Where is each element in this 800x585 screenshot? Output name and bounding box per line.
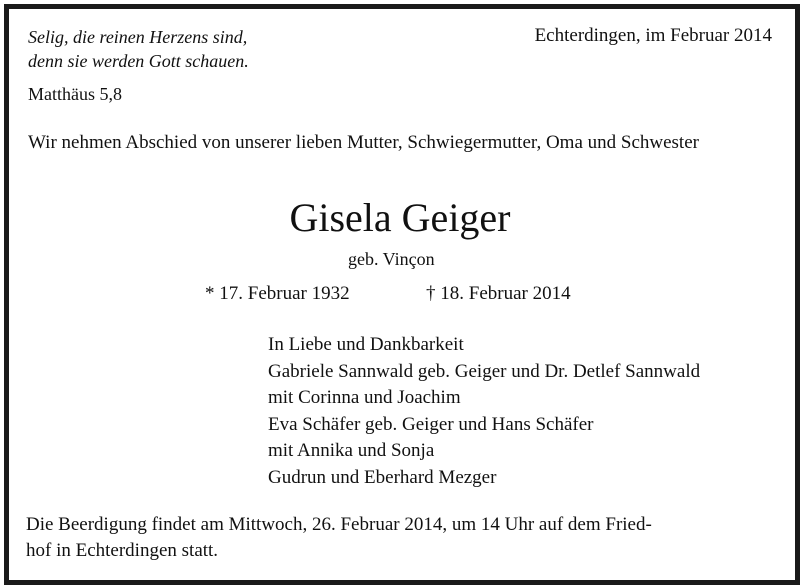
deceased-name: Gisela Geiger — [289, 195, 511, 240]
maiden-name: geb. Vinçon — [348, 249, 435, 269]
verse-line: denn sie werden Gott schauen. — [28, 51, 249, 71]
mourners-list — [268, 332, 700, 491]
mourner-line: In Liebe und Dankbarkeit — [268, 334, 464, 355]
mourner-line: mit Annika und Sonja — [268, 440, 435, 461]
notice-border — [4, 4, 800, 585]
mourner-line: Eva Schäfer geb. Geiger und Hans Schäfer — [268, 413, 594, 435]
intro-text: Wir nehmen Abschied von unserer lieben Mutter, Schwiegermutter, Oma und Schwester — [28, 132, 699, 153]
birth-date: * 17. Februar 1932 — [205, 283, 350, 304]
funeral-line: Die Beerdigung findet am Mittwoch, 26. Februar 2014, um 14 Uhr auf dem Fried- — [26, 514, 652, 535]
verse-reference: Matthäus 5,8 — [28, 84, 122, 104]
funeral-info — [26, 512, 776, 564]
mourner-line: Gudrun und Eberhard Mezger — [268, 466, 497, 488]
place-date: Echterdingen, im Februar 2014 — [534, 25, 772, 46]
funeral-line: hof in Echterdingen statt. — [26, 540, 219, 561]
mourner-line: mit Corinna und Joachim — [268, 387, 461, 408]
bible-verse — [28, 25, 249, 73]
death-date: † 18. Februar 2014 — [426, 283, 571, 304]
verse-line: Selig, die reinen Herzens sind, — [28, 27, 248, 47]
mourner-line: Gabriele Sannwald geb. Geiger und Dr. Detlef Sannwald — [268, 360, 701, 382]
